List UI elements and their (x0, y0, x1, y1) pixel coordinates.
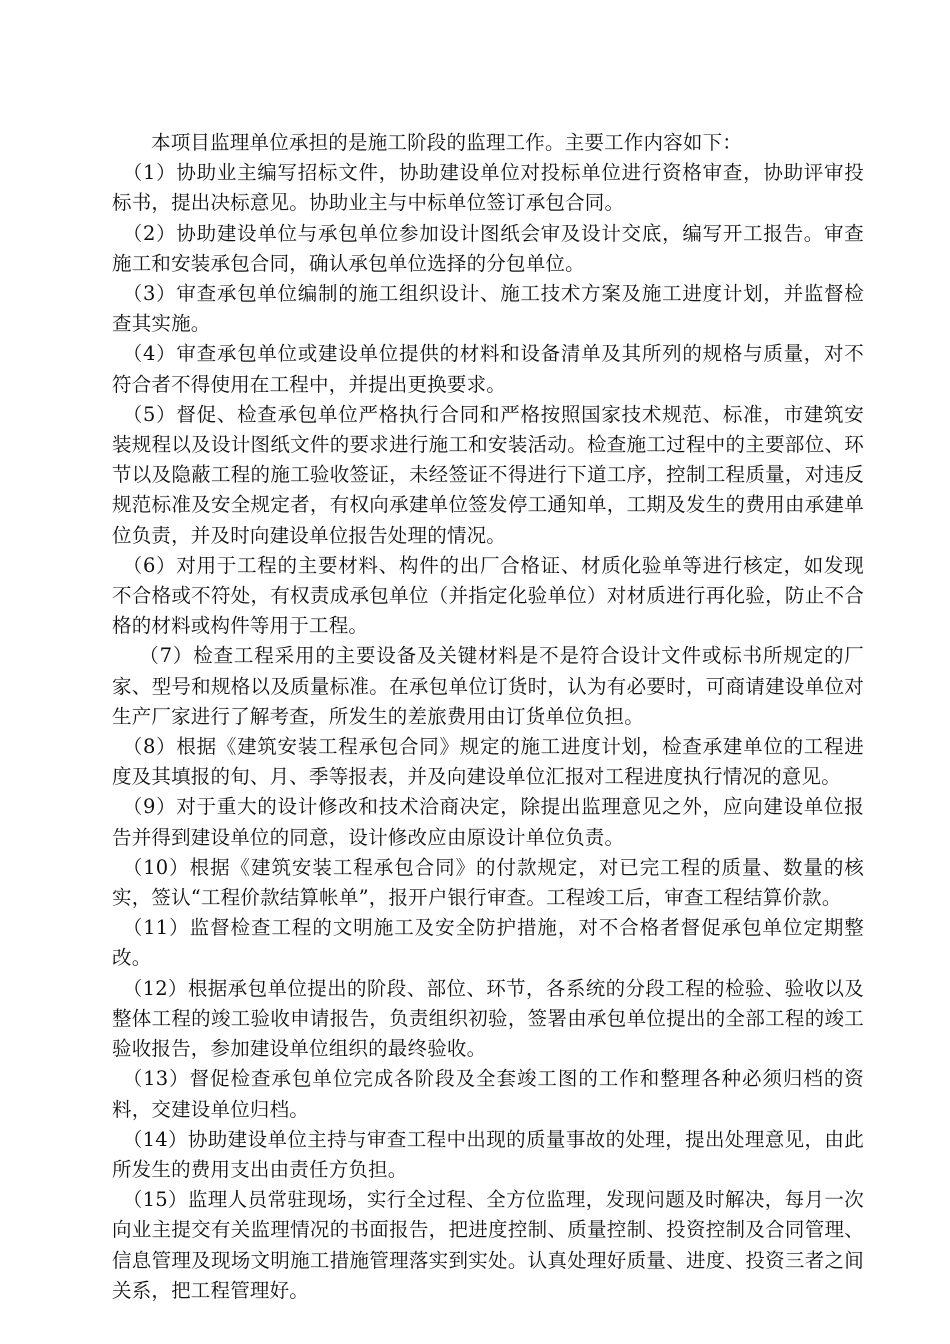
work-item-4: （4）审查承包单位或建设单位提供的材料和设备清单及其所列的规格与质量，对不符合者不得使用在工程中，并提出更换要求。 (112, 342, 864, 396)
work-item-7: （7）检查工程采用的主要设备及关键材料是不是符合设计文件或标书所规定的厂家、型号和规格以及质量标准。在承包单位订货时，认为有必要时，可商请建设单位对生产厂家进行了解考查，所发生的差旅费用由订货单位负担。 (112, 644, 864, 728)
work-item-1: （1）协助业主编写招标文件，协助建设单位对投标单位进行资格审查，协助评审投标书，提出决标意见。协助业主与中标单位签订承包合同。 (112, 161, 864, 215)
work-item-12: （12）根据承包单位提出的阶段、部位、环节，各系统的分段工程的检验、验收以及整体工程的竣工验收申请报告，负责组织初验，签署由承包单位提出的全部工程的竣工验收报告，参加建设单位组织的最终验收。 (112, 976, 864, 1061)
intro-paragraph: 本项目监理单位承担的是施工阶段的监理工作。主要工作内容如下： (151, 131, 743, 154)
work-item-2: （2）协助建设单位与承包单位参加设计图纸会审及设计交底，编写开工报告。审查施工和安装承包合同，确认承包单位选择的分包单位。 (112, 221, 864, 275)
work-item-8: （8）根据《建筑安装工程承包合同》规定的施工进度计划，检查承建单位的工程进度及其填报的旬、月、季等报表，并及向建设单位汇报对工程进度执行情况的意见。 (112, 735, 864, 789)
work-item-5: （5）督促、检查承包单位严格执行合同和严格按照国家技术规范、标准，市建筑安装规程以及设计图纸文件的要求进行施工和安装活动。检查施工过程中的主要部位、环节以及隐蔽工程的施工验收签证，未经签证不得进行下道工序，控制工程质量，对违反规范标准及安全规定者，有权向承建单位签发停工通知单，工期及发生的费用由承建单位负责，并及时向建设单位报告处理的情况。 (112, 402, 864, 547)
work-item-14: （14）协助建设单位主持与审查工程中出现的质量事故的处理，提出处理意见，由此所发生的费用支出由责任方负担。 (112, 1127, 864, 1181)
work-item-10: （10）根据《建筑安装工程承包合同》的付款规定，对已完工程的质量、数量的核实，签认“工程价款结算帐单”，报开户银行审查。工程竣工后，审查工程结算价款。 (112, 855, 864, 910)
work-item-9: （9）对于重大的设计修改和技术洽商决定，除提出监理意见之外，应向建设单位报告并得到建设单位的同意，设计修改应由原设计单位负责。 (112, 795, 864, 849)
work-item-11: （11）监督检查工程的文明施工及安全防护措施，对不合格者督促承包单位定期整改。 (112, 916, 864, 970)
work-item-6: （6）对用于工程的主要材料、构件的出厂合格证、材质化验单等进行核定，如发现不合格或不符处，有权责成承包单位（并指定化验单位）对材质进行再化验，防止不合格的材料或构件等用于工程。 (112, 553, 864, 638)
work-item-3: （3）审查承包单位编制的施工组织设计、施工技术方案及施工进度计划，并监督检查其实施。 (112, 282, 864, 336)
document-body (112, 128, 864, 1306)
work-item-15: （15）监理人员常驻现场，实行全过程、全方位监理，发现问题及时解决，每月一次向业主提交有关监理情况的书面报告，把进度控制、质量控制、投资控制及合同管理、信息管理及现场文明施工措施管理落实到实处。认真处理好质量、进度、投资三者之间关系，把工程管理好。 (112, 1188, 864, 1302)
work-item-13: （13）督促检查承包单位完成各阶段及全套竣工图的工作和整理各种必须归档的资料，交建设单位归档。 (112, 1067, 864, 1121)
